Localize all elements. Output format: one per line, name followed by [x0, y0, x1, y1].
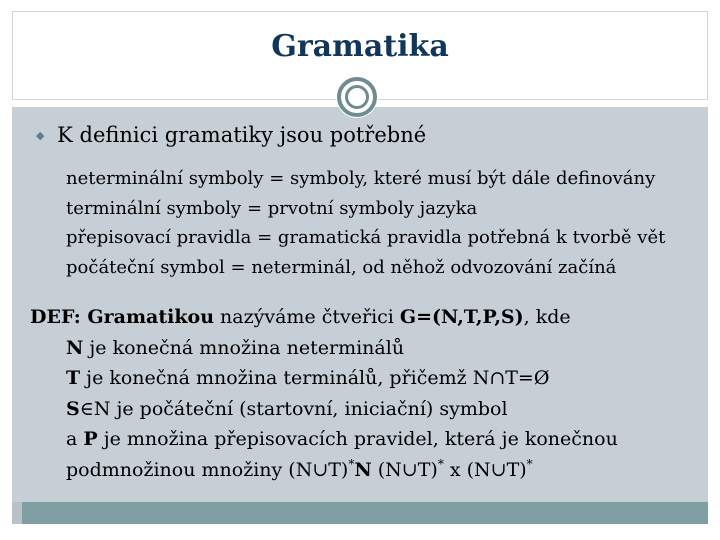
definition-prefix: DEF: Gramatikou [30, 306, 215, 328]
definition-line-5-prefix: a [66, 428, 84, 451]
formula-part-d: (N [371, 458, 402, 481]
sub-item: neterminální symboly = symboly, které musí být dále definovány [66, 168, 656, 189]
element-of-symbol: ∈ [79, 397, 94, 420]
formula-part-f: x (N [443, 458, 491, 481]
definition-line-4-text: N je počáteční (startovní, iniciační) symbol [93, 397, 508, 420]
definition-tuple: G=(N,T,P,S) [399, 306, 524, 328]
bullet-text: K definici gramatiky jsou potřebné [57, 123, 427, 147]
formula-part-a: podmnožinou množiny (N [66, 458, 313, 481]
sub-item: přepisovací pravidla = gramatická pravidla potřebná k tvorbě vět [66, 227, 666, 248]
definition-text: nazýváme čtveřici [214, 306, 400, 328]
bottom-left-block [12, 502, 22, 524]
variable-n: N [66, 336, 84, 359]
ring-inner-icon [345, 85, 369, 109]
formula-part-e: T) [417, 458, 438, 481]
definition-line-5-text: je množina přepisovacích pravidel, která je konečnou [97, 428, 618, 451]
bullet-line [36, 123, 426, 148]
variable-t: T [66, 367, 81, 390]
formula-part-c: N [354, 458, 372, 481]
variable-p: P [83, 428, 98, 451]
definition-line-6 [30, 455, 700, 486]
slide-title: Gramatika [271, 29, 449, 64]
definition-line-3-tail: T=Ø [505, 367, 550, 390]
formula-part-g: T) [506, 458, 527, 481]
superscript-star: * [348, 456, 355, 471]
definition-line-3-text: je konečná množina terminálů, přičemž N [80, 367, 490, 390]
superscript-star: * [526, 456, 533, 471]
bottom-bar [12, 502, 708, 524]
superscript-star: * [437, 456, 444, 471]
definition-suffix: , kde [523, 306, 571, 328]
formula-part-b: T) [328, 458, 349, 481]
sub-item: počáteční symbol = neterminál, od něhož odvozování začíná [66, 256, 617, 278]
definition-line-4 [30, 394, 700, 425]
definition-line-5 [30, 424, 700, 455]
definition-line-2-text: je konečná množina neterminálů [83, 336, 405, 359]
union-symbol: ∪ [401, 458, 418, 481]
intersection-symbol: ∩ [489, 367, 506, 390]
variable-s: S [66, 397, 80, 420]
union-symbol: ∪ [490, 458, 507, 481]
definition-line-2 [30, 333, 700, 364]
definition-block [30, 302, 700, 486]
sub-list [66, 164, 694, 282]
diamond-bullet-icon: ◆ [36, 129, 45, 142]
union-symbol: ∪ [312, 458, 329, 481]
sub-item: terminální symboly = prvotní symboly jazyka [66, 197, 478, 219]
definition-line-1 [30, 302, 700, 333]
definition-line-3 [30, 363, 700, 394]
